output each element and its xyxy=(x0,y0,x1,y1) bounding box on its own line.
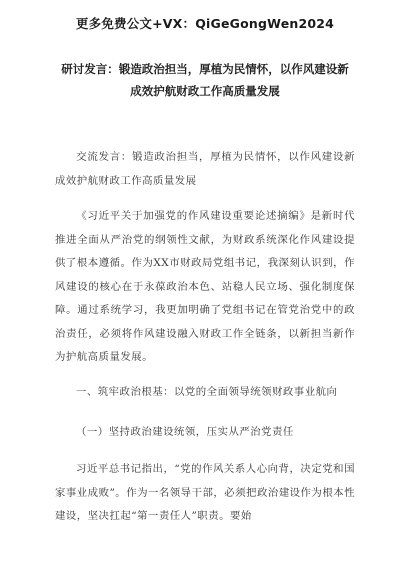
section-heading-1 xyxy=(55,381,355,405)
document-title xyxy=(18,58,392,102)
watermark-header: 更多免费公文+VX：QiGeGongWen2024 xyxy=(75,16,335,31)
body-paragraph-1-text: 《习近平关于加强党的作风建设重要论述摘编》是新时代推进全面从严治党的纲领性文献，为财政系统深化作风建设提供了根本遵循。作为XX市财政局党组书记，我深刻认识到，作风建设的核心在于永葆政治本色、站稳人民立场、强化制度保障。通过系统学习，我更加明确了党组书记在管党治党中的政治责任，必须将作风建设融入财政工作全链条，以新担当新作为护航高质量发展。 xyxy=(55,210,355,363)
intro-text: 交流发言：锻造政治担当，厚植为民情怀，以作风建设新成效护航财政工作高质量发展 xyxy=(55,151,355,187)
title-line-1: 研讨发言：锻造政治担当，厚植为民情怀，以作风建设新 xyxy=(61,62,349,76)
subsection-heading-1-text: （一）坚持政治建设统领，压实从严治党责任 xyxy=(76,426,294,438)
body-paragraph-2-text: 习近平总书记指出，“党的作风关系人心向背，决定党和国家事业成败”。作为一名领导干部，必须把政治建设作为根本性建设，坚决扛起“第一责任人”职责。要始 xyxy=(55,463,355,522)
subsection-heading-1 xyxy=(55,421,355,445)
body-paragraph-1 xyxy=(55,205,355,370)
intro-paragraph xyxy=(55,146,355,193)
body-paragraph-2 xyxy=(55,458,355,529)
title-line-2: 成效护航财政工作高质量发展 xyxy=(130,84,280,98)
section-heading-1-text: 一、筑牢政治根基：以党的全面领导统领财政事业航向 xyxy=(76,386,338,398)
